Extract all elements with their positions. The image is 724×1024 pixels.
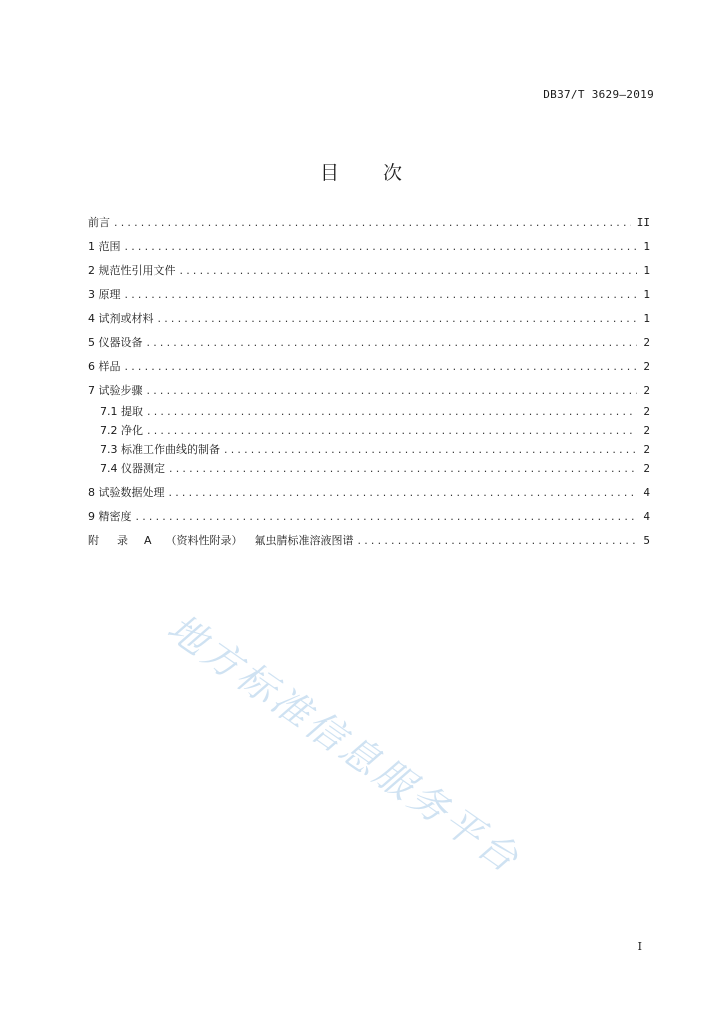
toc-entry-scope[interactable] bbox=[88, 240, 650, 254]
toc-label: 1 范围 bbox=[88, 240, 121, 253]
toc-label: 9 精密度 bbox=[88, 510, 132, 523]
toc-leader bbox=[147, 424, 637, 438]
toc-leader bbox=[180, 264, 638, 278]
toc-page: 2 bbox=[643, 443, 650, 456]
toc-label: 2 规范性引用文件 bbox=[88, 264, 176, 277]
toc-page: 2 bbox=[643, 336, 650, 349]
toc-page: II bbox=[636, 216, 650, 229]
toc-entry-extraction[interactable] bbox=[88, 405, 650, 419]
toc-leader bbox=[169, 486, 638, 500]
toc-label: 8 试验数据处理 bbox=[88, 486, 165, 499]
toc-entry-test-procedure[interactable] bbox=[88, 384, 650, 398]
toc-label: 前言 bbox=[88, 216, 110, 229]
toc-label: 5 仪器设备 bbox=[88, 336, 143, 349]
watermark: 地方标准信息服务平台 bbox=[159, 605, 529, 883]
toc-label: 3 原理 bbox=[88, 288, 121, 301]
toc-leader bbox=[158, 312, 638, 326]
page-title bbox=[0, 158, 724, 185]
toc-page: 4 bbox=[643, 486, 650, 499]
toc-label: 7.3 标准工作曲线的制备 bbox=[100, 443, 220, 456]
table-of-contents bbox=[88, 216, 650, 548]
appendix-word-2: 录 bbox=[117, 534, 128, 547]
toc-leader bbox=[358, 534, 638, 548]
appendix-word-1: 附 bbox=[88, 534, 99, 547]
toc-leader bbox=[125, 288, 638, 302]
toc-entry-data-processing[interactable] bbox=[88, 486, 650, 500]
toc-page: 4 bbox=[643, 510, 650, 523]
appendix-letter: A bbox=[144, 534, 152, 547]
toc-page: 2 bbox=[643, 462, 650, 475]
toc-label bbox=[88, 534, 358, 548]
toc-entry-appendix-a[interactable] bbox=[88, 534, 650, 548]
appendix-title: 氟虫腈标准溶液图谱 bbox=[254, 534, 354, 547]
title-part-1: 目 bbox=[319, 162, 341, 184]
toc-entry-apparatus[interactable] bbox=[88, 336, 650, 350]
toc-label: 7.4 仪器测定 bbox=[100, 462, 165, 475]
toc-label: 6 样品 bbox=[88, 360, 121, 373]
toc-entry-principle[interactable] bbox=[88, 288, 650, 302]
toc-page: 2 bbox=[643, 384, 650, 397]
toc-label: 7.1 提取 bbox=[100, 405, 143, 418]
toc-leader bbox=[169, 462, 637, 476]
appendix-type: （资料性附录） bbox=[165, 534, 243, 547]
toc-leader bbox=[136, 510, 638, 524]
toc-entry-calibration-curve[interactable] bbox=[88, 443, 650, 457]
title-part-2: 次 bbox=[383, 162, 405, 184]
toc-leader bbox=[125, 240, 638, 254]
toc-page: 2 bbox=[643, 360, 650, 373]
toc-leader bbox=[114, 216, 631, 230]
toc-leader bbox=[224, 443, 637, 457]
toc-entry-foreword[interactable] bbox=[88, 216, 650, 230]
toc-entry-samples[interactable] bbox=[88, 360, 650, 374]
toc-page: 2 bbox=[643, 424, 650, 437]
toc-page: 1 bbox=[643, 264, 650, 277]
toc-page: 5 bbox=[643, 534, 650, 547]
toc-entry-normative-references[interactable] bbox=[88, 264, 650, 278]
toc-leader bbox=[147, 384, 638, 398]
toc-label: 4 试剂或材料 bbox=[88, 312, 154, 325]
standard-code: DB37/T 3629—2019 bbox=[543, 88, 654, 101]
toc-label: 7.2 净化 bbox=[100, 424, 143, 437]
toc-leader bbox=[147, 405, 637, 419]
toc-page: 1 bbox=[643, 288, 650, 301]
toc-entry-purification[interactable] bbox=[88, 424, 650, 438]
toc-entry-instrument-measurement[interactable] bbox=[88, 462, 650, 476]
toc-page: 2 bbox=[643, 405, 650, 418]
toc-entry-precision[interactable] bbox=[88, 510, 650, 524]
page-number: I bbox=[637, 940, 642, 953]
toc-page: 1 bbox=[643, 312, 650, 325]
toc-page: 1 bbox=[643, 240, 650, 253]
toc-entry-reagents[interactable] bbox=[88, 312, 650, 326]
toc-leader bbox=[125, 360, 638, 374]
toc-leader bbox=[147, 336, 638, 350]
toc-label: 7 试验步骤 bbox=[88, 384, 143, 397]
